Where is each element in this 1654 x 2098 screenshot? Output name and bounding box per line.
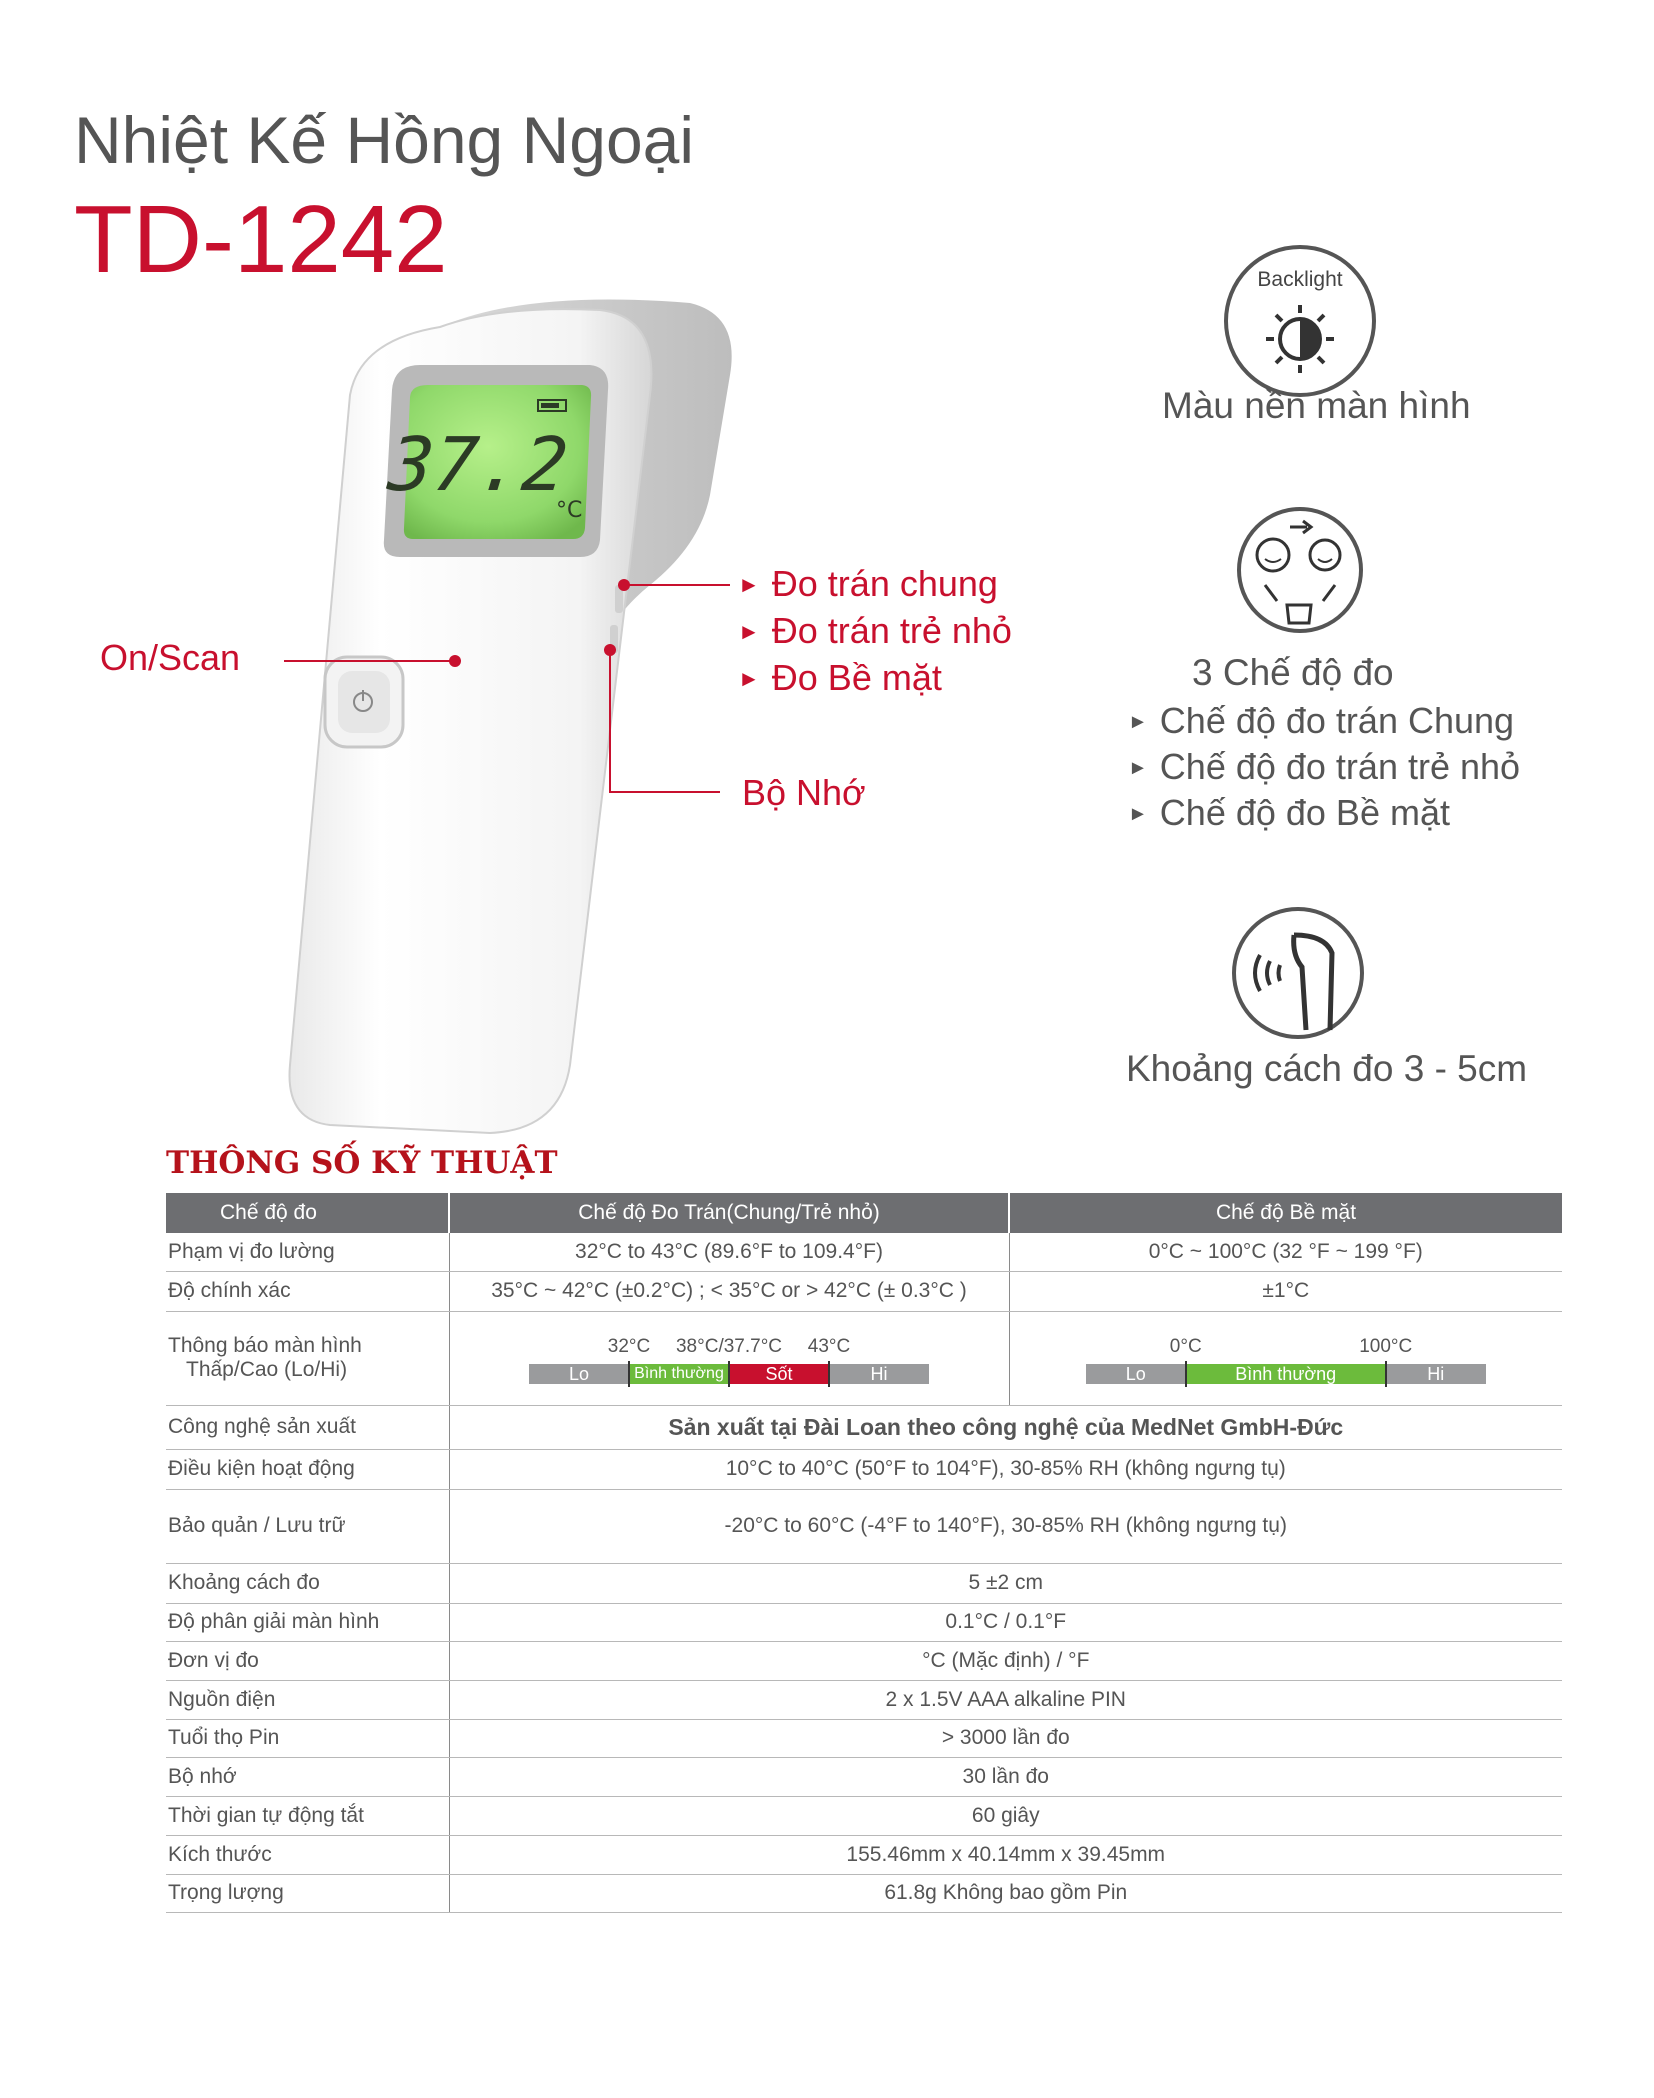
page-title: Nhiệt Kế Hồng Ngoại	[74, 103, 695, 177]
lcd-unit: °C	[556, 498, 583, 523]
table-row: Bảo quản / Lưu trữ -20°C to 60°C (-4°F to 140°F), 30-85% RH (không ngưng tụ)	[166, 1489, 1562, 1563]
lcd-reading: 37.2	[384, 422, 572, 508]
model-number: TD-1242	[74, 186, 448, 293]
header-mode: Chế độ đo	[166, 1193, 449, 1233]
specs-header-row	[166, 1193, 1562, 1233]
specs-table	[166, 1193, 1562, 1913]
thermometer-illustration	[270, 285, 750, 1145]
callout-mode-3: ► Đo Bề mặt	[738, 657, 942, 698]
svg-text:Backlight: Backlight	[1257, 268, 1343, 291]
memory-label: Bộ Nhớ	[742, 772, 866, 813]
mode-item-3: ► Chế độ đo Bề mặt	[1128, 792, 1450, 833]
table-row: Công nghệ sản xuất Sản xuất tại Đài Loan theo công nghệ của MedNet GmbH-Đức	[166, 1405, 1562, 1449]
table-row: Phạm vị đo lường 32°C to 43°C (89.6°F to 109.4°F) 0°C ~ 100°C (32 °F ~ 199 °F)	[166, 1233, 1562, 1271]
table-row: Trọng lượng 61.8g Không bao gồm Pin	[166, 1874, 1562, 1912]
modes-icon	[1235, 505, 1365, 635]
table-row: Bộ nhớ 30 lần đo	[166, 1757, 1562, 1796]
surface-scale	[1086, 1328, 1486, 1388]
callout-mode-1: ► Đo trán chung	[738, 563, 998, 604]
header-surface: Chế độ Bề mặt	[1009, 1193, 1562, 1233]
table-row: Điều kiện hoạt động 10°C to 40°C (50°F to 104°F), 30-85% RH (không ngưng tụ)	[166, 1449, 1562, 1489]
on-scan-label: On/Scan	[100, 637, 241, 678]
forehead-scale	[529, 1328, 929, 1388]
backlight-label: Màu nền màn hình	[1162, 385, 1471, 426]
table-row: Khoảng cách đo 5 ±2 cm	[166, 1563, 1562, 1603]
table-row: Độ chính xác 35°C ~ 42°C (±0.2°C) ; < 35°C or > 42°C (± 0.3°C ) ±1°C	[166, 1271, 1562, 1311]
modes-label: 3 Chế độ đo	[1192, 652, 1394, 693]
scale-tick: 43°C	[807, 1336, 851, 1357]
distance-label: Khoảng cách đo 3 - 5cm	[1126, 1048, 1528, 1089]
scale-segment-hi: Hi	[1386, 1364, 1486, 1384]
table-row-display-notice: Thông báo màn hình Thấp/Cao (Lo/Hi) 32°C 38°C/37.7°C 43°C Lo Bình thường Sốt Hi 0°C 100°C Lo Bình thường Hi	[166, 1311, 1562, 1405]
table-row: Tuổi thọ Pin > 3000 lần đo	[166, 1719, 1562, 1757]
table-row: Thời gian tự động tắt 60 giây	[166, 1796, 1562, 1835]
scale-tick: 0°C	[1169, 1336, 1202, 1357]
mode-item-1: ► Chế độ đo trán Chung	[1128, 700, 1515, 741]
scale-segment-lo: Lo	[1086, 1364, 1186, 1384]
scale-segment-fever: Sốt	[729, 1364, 829, 1384]
specs-title: THÔNG SỐ KỸ THUẬT	[166, 1145, 558, 1181]
scale-segment-lo: Lo	[529, 1364, 629, 1384]
table-row: Nguồn điện 2 x 1.5V AAA alkaline PIN	[166, 1680, 1562, 1719]
scale-tick: 32°C	[607, 1336, 651, 1357]
scale-tick: 38°C/37.7°C	[675, 1336, 783, 1357]
table-row: Đơn vị đo °C (Mặc định) / °F	[166, 1641, 1562, 1680]
scale-segment-hi: Hi	[829, 1364, 929, 1384]
distance-icon	[1230, 905, 1366, 1041]
table-row: Kích thước 155.46mm x 40.14mm x 39.45mm	[166, 1835, 1562, 1874]
mode-item-2: ► Chế độ đo trán trẻ nhỏ	[1128, 746, 1521, 787]
scale-segment-normal: Bình thường	[629, 1364, 729, 1384]
header-forehead: Chế độ Đo Trán(Chung/Trẻ nhỏ)	[449, 1193, 1009, 1233]
callout-mode-2: ► Đo trán trẻ nhỏ	[738, 610, 1012, 651]
table-row: Độ phân giải màn hình 0.1°C / 0.1°F	[166, 1603, 1562, 1641]
scale-segment-normal: Bình thường	[1186, 1364, 1386, 1384]
scale-tick: 100°C	[1359, 1336, 1413, 1357]
backlight-icon	[1222, 243, 1378, 399]
